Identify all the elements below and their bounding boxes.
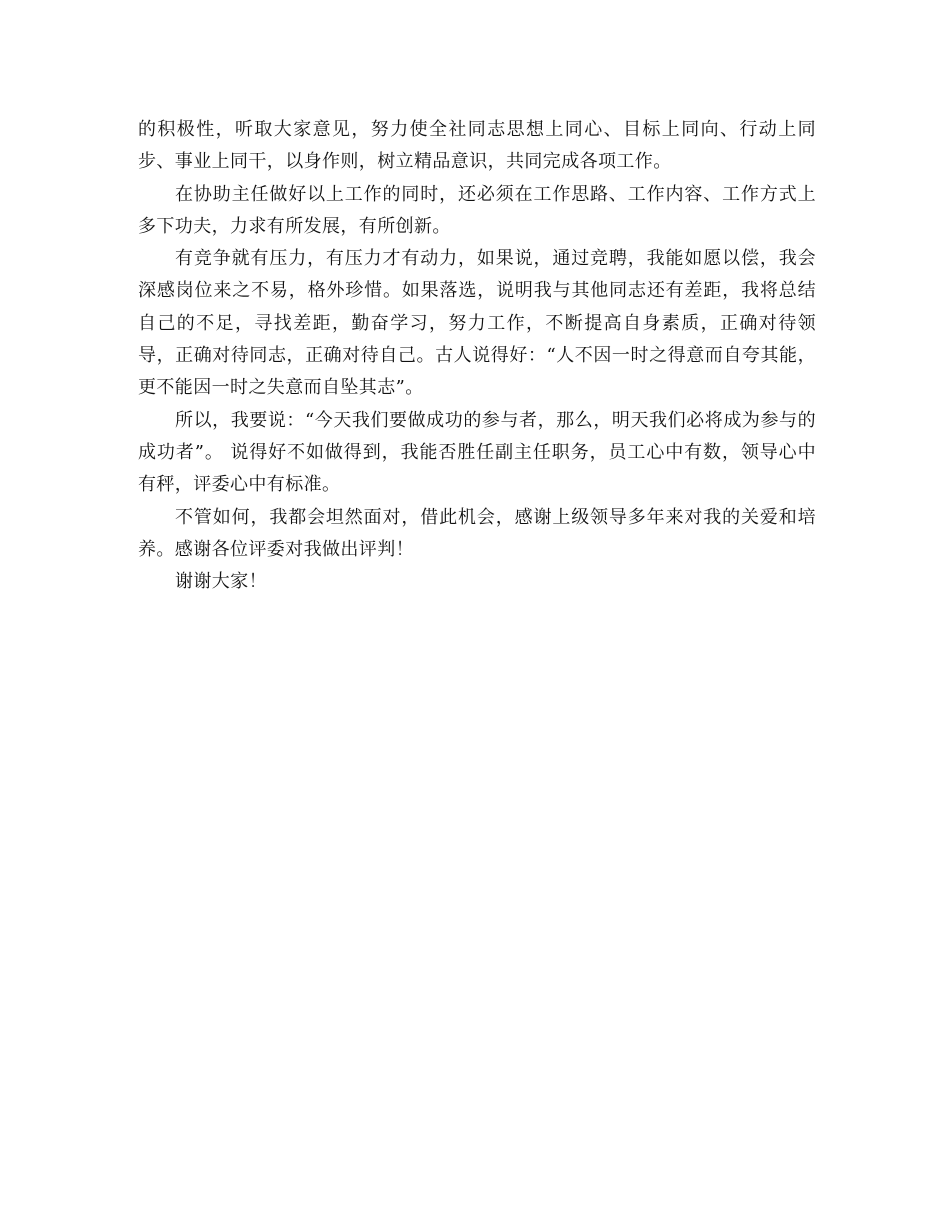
closing-line: 谢谢大家！ (175, 571, 267, 593)
paragraph: 在协助主任做好以上工作的同时，还必须在工作思路、工作内容、工作方式上多下功夫，力求有所发展，有所创新。 (138, 183, 816, 237)
paragraph: 有竞争就有压力，有压力才有动力，如果说，通过竞聘，我能如愿以偿，我会深感岗位来之不易，格外珍惜。如果落选，说明我与其他同志还有差距，我将总结自己的不足，寻找差距，勤奋学习，努力工作，不断提高自身素质，正确对待领导，正确对待同志，正确对待自己。古人说得好：“人不因一时之得意而自夸其能，更不能因一时之失意而自坠其志”。 (138, 248, 816, 399)
paragraph: 所以，我要说：“今天我们要做成功的参与者，那么，明天我们必将成为参与的成功者”。 说得好不如做得到，我能否胜任副主任职务，员工心中有数，领导心中有秤，评委心中有标准。 (138, 409, 816, 496)
paragraph: 不管如何，我都会坦然面对，借此机会，感谢上级领导多年来对我的关爱和培养。感谢各位评委对我做出评判！ (138, 506, 816, 560)
paragraph-continuation: 的积极性，听取大家意见，努力使全社同志思想上同心、目标上同向、行动上同步、事业上同干，以身作则，树立精品意识，共同完成各项工作。 (138, 119, 816, 173)
document-body (138, 114, 816, 598)
